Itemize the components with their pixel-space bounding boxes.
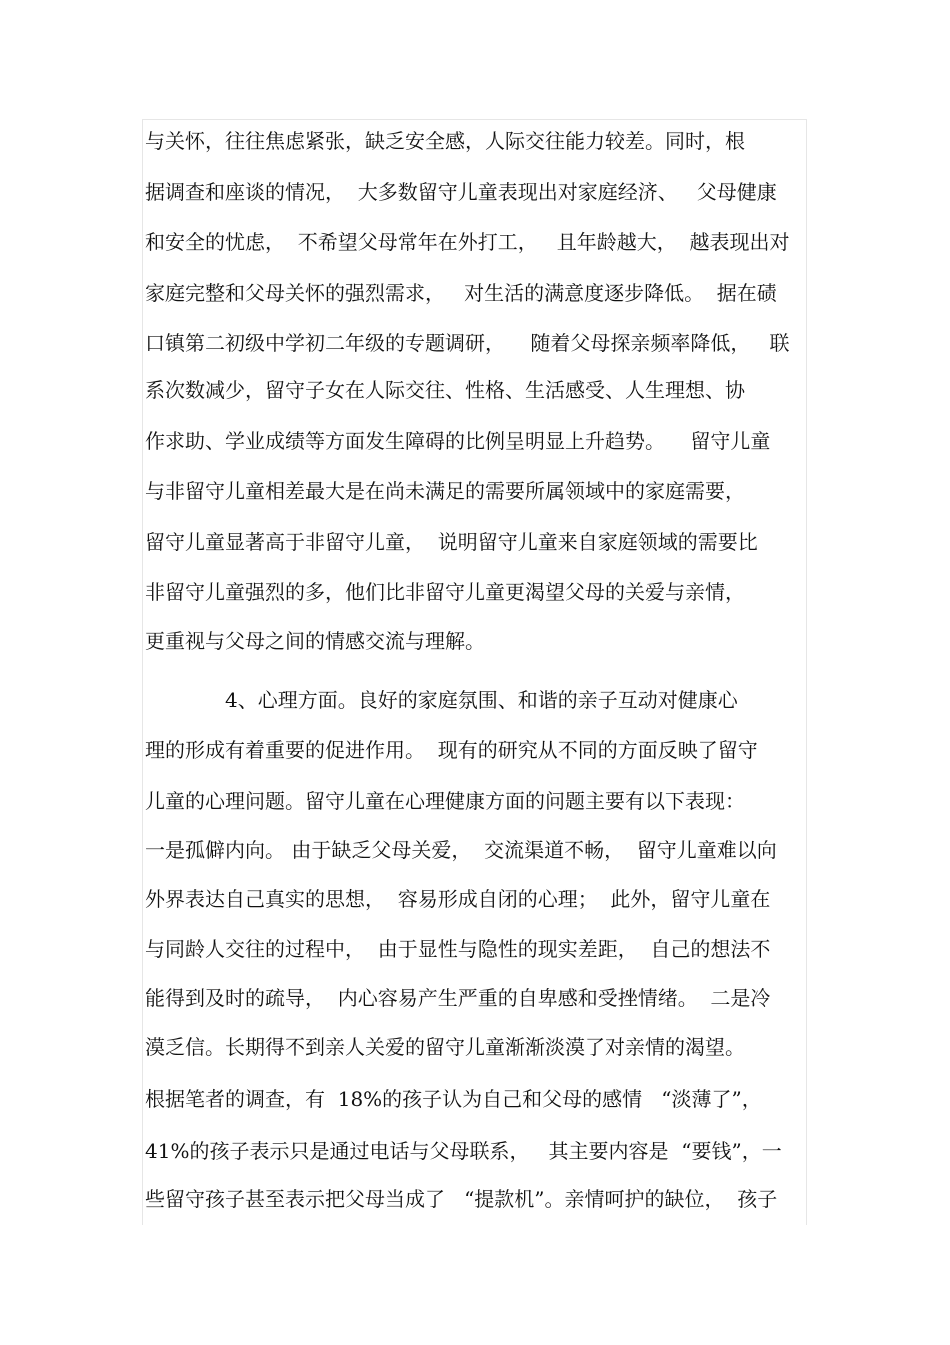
text-line: 些留守孩子甚至表示把父母当成了 “提款机”。亲情呵护的缺位， 孩子 [145, 1187, 778, 1211]
text-frame-right-border [806, 119, 807, 1225]
text-frame-top-border [142, 119, 806, 120]
text-line: 作求助、学业成绩等方面发生障碍的比例呈明显上升趋势。 留守儿童 [145, 429, 771, 453]
text-line: 一是孤僻内向。 由于缺乏父母关爱， 交流渠道不畅， 留守儿童难以向 [145, 838, 777, 862]
text-frame-left-border [142, 119, 143, 1225]
text-line: 儿童的心理问题。留守儿童在心理健康方面的问题主要有以下表现： [145, 789, 745, 813]
text-line: 非留守儿童强烈的多，他们比非留守儿童更渴望父母的关爱与亲情， [145, 580, 745, 604]
text-line: 和安全的忧虑， 不希望父母常年在外打工， 且年龄越大， 越表现出对 [145, 230, 790, 254]
text-line: 与非留守儿童相差最大是在尚未满足的需要所属领域中的家庭需要， [145, 479, 745, 503]
text-line: 根据笔者的调查，有 18%的孩子认为自己和父母的感情 “淡薄了”， [145, 1087, 762, 1111]
text-line: 更重视与父母之间的情感交流与理解。 [145, 629, 485, 653]
text-line: 外界表达自己真实的思想， 容易形成自闭的心理； 此外，留守儿童在 [145, 887, 771, 911]
text-line: 理的形成有着重要的促进作用。 现有的研究从不同的方面反映了留守 [145, 738, 758, 762]
text-line: 漠乏信。长期得不到亲人关爱的留守儿童渐渐淡漠了对亲情的渴望。 [145, 1035, 745, 1059]
text-line: 据调查和座谈的情况， 大多数留守儿童表现出对家庭经济、 父母健康 [145, 180, 777, 204]
text-line: 口镇第二初级中学初二年级的专题调研， 随着父母探亲频率降低， 联 [145, 331, 790, 355]
text-line: 留守儿童显著高于非留守儿童， 说明留守儿童来自家庭领域的需要比 [145, 530, 758, 554]
text-line: 与关怀，往往焦虑紧张，缺乏安全感，人际交往能力较差。同时，根 [145, 129, 745, 153]
text-line: 系次数减少，留守子女在人际交往、性格、生活感受、人生理想、协 [145, 378, 745, 402]
section-heading-line: 4、心理方面。良好的家庭氛围、和谐的亲子互动对健康心 [225, 688, 738, 712]
text-line: 家庭完整和父母关怀的强烈需求， 对生活的满意度逐步降低。 据在碛 [145, 281, 777, 305]
text-line: 与同龄人交往的过程中， 由于显性与隐性的现实差距， 自己的想法不 [145, 937, 771, 961]
text-line: 能得到及时的疏导， 内心容易产生严重的自卑感和受挫情绪。 二是冷 [145, 986, 771, 1010]
text-line: 41%的孩子表示只是通过电话与父母联系， 其主要内容是 “要钱”，一 [145, 1139, 782, 1163]
